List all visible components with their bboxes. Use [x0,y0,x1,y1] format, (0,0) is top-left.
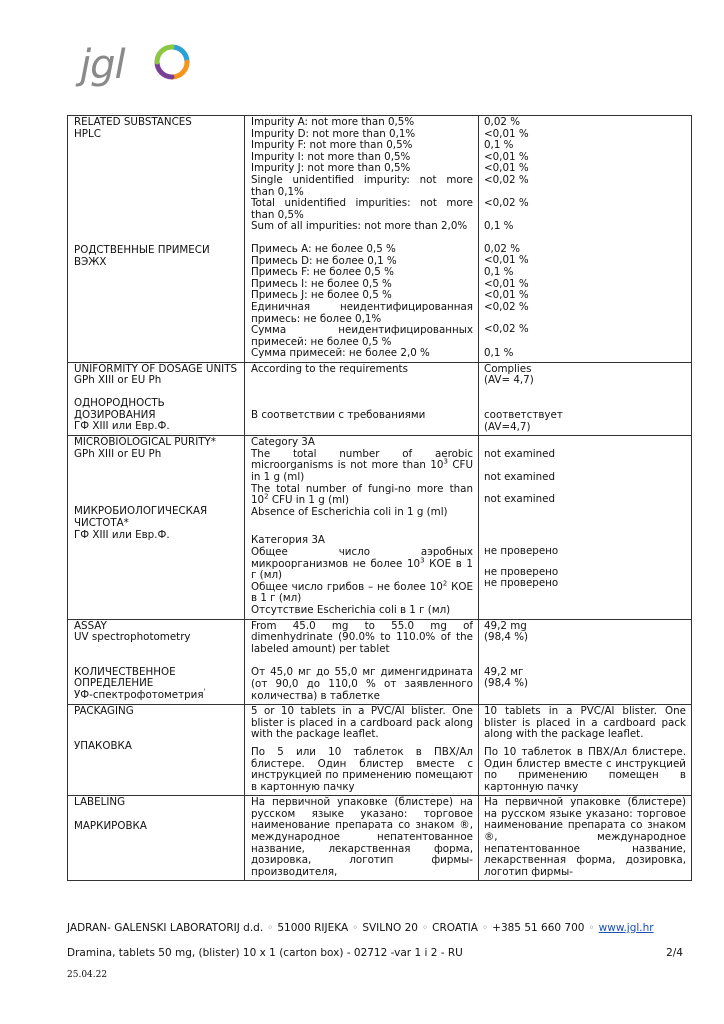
specification-table [67,115,692,881]
table-row [68,116,692,363]
table-row [68,705,692,796]
table-row [68,362,692,435]
test-name-cell: RELATED SUBSTANCES HPLC РОДСТВЕННЫЕ ПРИМЕСИ ВЭЖХ [68,116,245,363]
logo-wordmark: jgl [80,42,125,88]
result-cell: 0,02 % <0,01 % 0,1 % <0,01 % <0,01 % <0,02 % <0,02 % 0,1 % 0,02 % <0,01 % 0,1 % <0,01 % <0,01 % <0,02 % <0,02 % 0,1 % [479,116,692,363]
page-number: 2/4 [666,947,683,959]
test-name-cell: PACKAGING УПАКОВКА [68,705,245,796]
table-row [68,436,692,619]
document-date: 25.04.22 [67,970,108,980]
result-cell: 10 tablets in a PVC/Al blister. One blister is placed in a cardboard pack along with the package leaflet. По 10 таблеток в ПВХ/Ал блистере. Один блистер вместе с инструкцией по применению помещен в картонную пачку [479,705,692,796]
specification-cell: According to the requirements В соответствии с требованиями [245,362,479,435]
document-reference-line [67,947,691,959]
logo-swirl-icon [154,44,190,80]
specification-cell: 5 or 10 tablets in a PVC/Al blister. One blister is placed in a cardboard pack along with the package leaflet. По 5 или 10 таблеток в ПВХ/Ал блистере. Один блистер вместе с инструкцией по применению помещают в картонную пачку [245,705,479,796]
specification-cell: На первичной упаковке (блистере) на русском языке указано: торговое наименование препарата со знаком ®, международное непатентованное название, лекарственная форма, дозировка, логотип фирмы-производителя, [245,796,479,881]
website-link[interactable]: www.jgl.hr [598,922,654,934]
result-cell: На первичной упаковке (блистере) на русском языке указано: торговое наименование препарата со знаком ®, международное непатентованное название, лекарственная форма, дозировка, логотип фирмы- [479,796,692,881]
company-logo [80,38,200,94]
test-name-cell: LABELING МАРКИРОВКА [68,796,245,881]
result-cell: Complies (AV= 4,7) соответствует (AV=4,7) [479,362,692,435]
specification-cell: Category 3A The total number of aerobic microorganisms is not more than $10^3$ CFU in 1 g (ml) The total number of fungi-no more than $10^2$ CFU in 1 g (ml) Absence of Escherichia coli in 1 g (ml) Категория 3А Общее число аэробных микроорганизмов не более $10^3$ КОЕ в 1 г (мл) Общее число грибов – не более $10^2$ КОЕ в 1 г (мл) Отсутствие Escherichia coli в 1 г (мл) [245,436,479,619]
table-row [68,796,692,881]
test-name-cell: UNIFORMITY OF DOSAGE UNITS GPh XIII or EU Ph ОДНОРОДНОСТЬ ДОЗИРОВАНИЯ ГФ XIII или Евр.Ф. [68,362,245,435]
specification-cell: Impurity A: not more than 0,5% Impurity D: not more than 0,1% Impurity F: not more than 0,5% Impurity I: not more than 0,5% Impurity J: not more than 0,5% Single unidentified impurity: not more than 0,1% Total unidentified impurities: not more than 0,5% Sum of all impurities: not more than 2,0% Примесь А: не более 0,5 % Примесь D: не более 0,1 % Примесь F: не более 0,5 % Примесь I: не более 0,5 % Примесь J: не более 0,5 % Единичная неидентифицированная примесь: не более 0,1% Сумма неидентифицированных примесей: не более 0,5 % Сумма примесей: не более 2,0 % [245,116,479,363]
table-row [68,619,692,705]
company-address-line: JADRAN- GALENSKI LABORATORIJ d.d. ◦ 51000 RIJEKA ◦ SVILNO 20 ◦ CROATIA ◦ +385 51 660 700 ◦ www.jgl.hr [67,922,654,934]
test-name-cell: ASSAY UV spectrophotometry КОЛИЧЕСТВЕННОЕ ОПРЕДЕЛЕНИЕ УФ-спектрофотометрия' [68,619,245,705]
specification-cell: From 45.0 mg to 55.0 mg of dimenhydrinate (90.0% to 110.0% of the labeled amount) per tablet От 45,0 мг до 55,0 мг дименгидрината (от 90,0 до 110,0 % от заявленного количества) в таблетке [245,619,479,705]
result-cell: not examined not examined not examined не проверено не проверено не проверено [479,436,692,619]
product-reference: Dramina, tablets 50 mg, (blister) 10 x 1 (carton box) - 02712 -var 1 i 2 - RU [67,947,463,959]
test-name-cell: MICROBIOLOGICAL PURITY* GPh XIII or EU Ph МИКРОБИОЛОГИЧЕСКАЯ ЧИСТОТА* ГФ XIII или Евр.Ф. [68,436,245,619]
result-cell: 49,2 mg (98,4 %) 49,2 мг (98,4 %) [479,619,692,705]
